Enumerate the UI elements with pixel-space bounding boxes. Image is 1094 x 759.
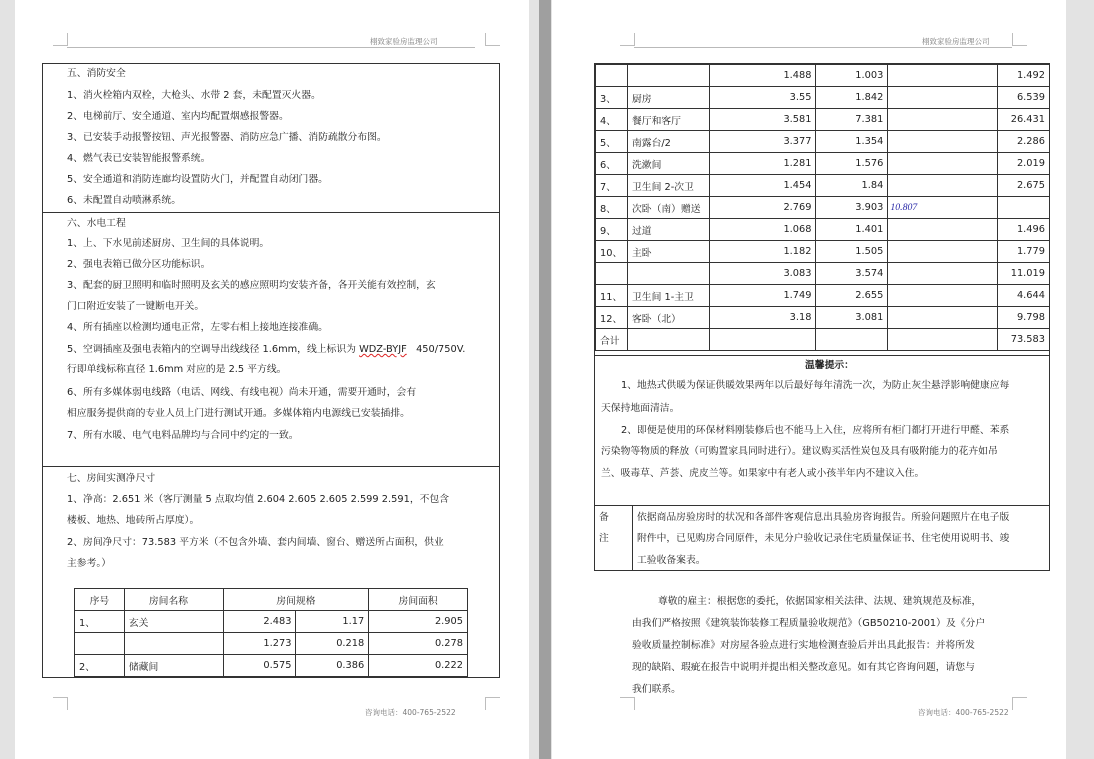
cell-length: 1.281: [709, 153, 816, 175]
crop-mark: [53, 33, 68, 46]
cell-area: 0.222: [369, 655, 468, 677]
crop-mark: [485, 697, 500, 710]
cell-name: [124, 633, 223, 655]
table-header: 序号: [75, 589, 125, 611]
cell-name: 次卧（南）赠送: [627, 197, 709, 219]
cell-no: [596, 65, 628, 87]
cell-width: 1.354: [816, 131, 888, 153]
cell-length: 1.273: [223, 633, 296, 655]
cell-no: [596, 263, 628, 285]
cell-note: [888, 131, 998, 153]
cell-name: 客卧（北）: [627, 307, 709, 329]
cell-no: 11、: [596, 285, 628, 307]
cell-width: 7.381: [816, 109, 888, 131]
section-divider: [43, 212, 499, 213]
water-item: 相应服务提供商的专业人员上门进行测试开通。多媒体箱内电源线已安装插排。: [67, 408, 410, 419]
cell-note: [888, 175, 998, 197]
cell-note: [888, 109, 998, 131]
crop-mark: [485, 33, 500, 46]
table-row: [596, 241, 1050, 263]
cell-area: 9.798: [998, 307, 1050, 329]
tips-line: 天保持地面清洁。: [601, 403, 680, 414]
cell-area: 2.019: [998, 153, 1050, 175]
cell-name: 储藏间: [124, 655, 223, 677]
room-area-line: 2、房间净尺寸：73.583 平方米（不包含外墙、套内间墙、窗台、赠送所占面积，供业: [67, 537, 444, 548]
cell-no: 3、: [596, 87, 628, 109]
water-item: 行即单线标称直径 1.6mm 对应的是 2.5 平方线。: [67, 364, 287, 375]
crop-mark: [620, 33, 635, 46]
cell-no: 5、: [596, 131, 628, 153]
fire-item: 2、电梯前厅、安全通道、室内均配置烟感报警器。: [67, 111, 289, 122]
cell-note: [888, 241, 998, 263]
cell-name: 卫生间 2-次卫: [627, 175, 709, 197]
room-height-line: 1、净高：2.651 米（客厅测量 5 点取均值 2.604 2.605 2.605 2.599 2.591，不包含: [67, 494, 450, 505]
table-row: [596, 329, 1050, 351]
section-divider: [43, 466, 499, 467]
crop-mark: [620, 697, 635, 710]
table-header: 房间规格: [223, 589, 369, 611]
closing-line: 由我们严格按照《建筑装饰装修工程质量验收规范》（GB50210-2001）及《分户: [632, 618, 986, 629]
cell-width: 1.842: [816, 87, 888, 109]
room-size-table-continued: [595, 64, 1050, 351]
wire-voltage: 450/750V.: [416, 344, 466, 355]
cell-width: 3.574: [816, 263, 888, 285]
cell-length: 1.488: [709, 65, 816, 87]
remark-line: 附件中，已见购房合同原件，未见分户验收记录住宅质量保证书、住宅使用说明书、竣: [637, 533, 1010, 544]
cell-no: 9、: [596, 219, 628, 241]
cell-length: 3.083: [709, 263, 816, 285]
cell-no: 8、: [596, 197, 628, 219]
page-header: 栩致家验房监理公司: [922, 37, 990, 46]
cell-width: 1.576: [816, 153, 888, 175]
cell-area: 73.583: [998, 329, 1050, 351]
cell-name: [627, 329, 709, 351]
table-row: [596, 153, 1050, 175]
wire-code: WDZ-BYJF: [359, 344, 407, 355]
cell-length: 1.454: [709, 175, 816, 197]
header-rule: [634, 47, 1012, 48]
page-gutter: [539, 0, 551, 759]
water-item: 1、上、下水见前述厨房、卫生间的具体说明。: [67, 238, 270, 249]
table-row: [596, 219, 1050, 241]
closing-line: 尊敬的雇主：根据您的委托，依据国家相关法律、法规、建筑规范及标准，: [658, 596, 982, 607]
water-item: 门口附近安装了一键断电开关。: [67, 301, 205, 312]
cell-note: [888, 307, 998, 329]
cell-name: 洗漱间: [627, 153, 709, 175]
table-row: [596, 131, 1050, 153]
cell-no: 合计: [596, 329, 628, 351]
cell-width: [816, 329, 888, 351]
tips-title: 温馨提示：: [805, 360, 854, 371]
water-item: 6、所有多媒体弱电线路（电话、网线、有线电视）尚未开通，需要开通时，会有: [67, 387, 417, 398]
fire-item: 1、消火栓箱内双栓，大枪头、水带 2 套，未配置灭火器。: [67, 90, 321, 101]
cell-length: 2.769: [709, 197, 816, 219]
room-height-line: 楼板、地热、地砖所占厚度）。: [67, 515, 200, 526]
cell-length: 3.55: [709, 87, 816, 109]
page-header: 栩致家验房监理公司: [370, 37, 438, 46]
cell-name: 卫生间 1-主卫: [627, 285, 709, 307]
cell-no: 7、: [596, 175, 628, 197]
cell-no: 10、: [596, 241, 628, 263]
cell-length: 1.182: [709, 241, 816, 263]
section-title-water: 六、水电工程: [67, 218, 126, 229]
cell-width: 1.17: [296, 611, 369, 633]
room-size-table: [74, 588, 468, 677]
cell-area: 2.675: [998, 175, 1050, 197]
tips-line: 2、即便是使用的环保材料刚装修后也不能马上入住，应将所有柜门都打开进行甲醛、苯系: [621, 425, 1010, 436]
cell-no: 2、: [75, 655, 125, 677]
fire-item: 4、燃气表已安装智能报警系统。: [67, 153, 211, 164]
cell-length: 3.581: [709, 109, 816, 131]
table-header: 房间名称: [124, 589, 223, 611]
cell-width: 1.505: [816, 241, 888, 263]
cell-note: [888, 263, 998, 285]
cell-name: 主卧: [627, 241, 709, 263]
cell-area: 4.644: [998, 285, 1050, 307]
cell-area: 2.286: [998, 131, 1050, 153]
document-page-left: [15, 0, 529, 759]
cell-note: [888, 65, 998, 87]
cell-name: [627, 263, 709, 285]
cell-note: [888, 329, 998, 351]
tips-line: 污染物等物质的释放（可购置家具同时进行）。建议购买活性炭包及具有吸附能力的花卉如吊: [601, 446, 998, 457]
cell-area: 6.539: [998, 87, 1050, 109]
remark-divider: [632, 505, 633, 571]
section-divider: [595, 355, 1049, 356]
cell-length: 1.749: [709, 285, 816, 307]
table-header-row: [75, 589, 468, 611]
closing-line: 我们联系。: [632, 684, 681, 695]
crop-mark: [1012, 697, 1027, 710]
cell-area: 11.019: [998, 263, 1050, 285]
closing-line: 验收质量控制标准》对房屋各验点进行实地检测查验后并出具此报告：并将所发: [632, 640, 975, 651]
cell-width: 1.003: [816, 65, 888, 87]
cell-area: 2.905: [369, 611, 468, 633]
content-frame: [42, 63, 500, 678]
fire-item: 5、安全通道和消防连廊均设置防火门，并配置自动闭门器。: [67, 174, 328, 185]
remark-line: 工验收备案表。: [637, 555, 706, 566]
cell-length: [709, 329, 816, 351]
crop-mark: [1012, 33, 1027, 46]
cell-no: 6、: [596, 153, 628, 175]
remark-label: 备: [599, 512, 609, 523]
document-page-right: [552, 0, 1066, 759]
water-item: 3、配套的厨卫照明和临时照明及玄关的感应照明均安装齐备，各开关能有效控制，玄: [67, 280, 436, 291]
cell-name: 玄关: [124, 611, 223, 633]
table-row: [596, 87, 1050, 109]
cell-name: [627, 65, 709, 87]
closing-line: 现的缺陷、瑕疵在报告中说明并提出相关整改意见。如有其它咨询问题，请您与: [632, 662, 975, 673]
table-row: [596, 109, 1050, 131]
fire-item: 6、未配置自动喷淋系统。: [67, 195, 181, 206]
table-row: [596, 65, 1050, 87]
cell-width: 1.84: [816, 175, 888, 197]
cell-length: 2.483: [223, 611, 296, 633]
cell-no: 1、: [75, 611, 125, 633]
room-area-line: 主参考。）: [67, 558, 112, 569]
cell-note: [888, 153, 998, 175]
cell-area: 1.779: [998, 241, 1050, 263]
page-footer: 咨询电话：400-765-2522: [365, 708, 456, 717]
cell-width: 3.081: [816, 307, 888, 329]
remark-line: 依据商品房验房时的状况和各部件客观信息出具验房咨询报告。所验问题照片在电子版: [637, 512, 1010, 523]
table-row: [596, 175, 1050, 197]
cell-width: 3.903: [816, 197, 888, 219]
water-item-text: 5、空调插座及强电表箱内的空调导出线线径 1.6mm，线上标识为: [67, 344, 356, 355]
cell-length: 3.377: [709, 131, 816, 153]
cell-no: [75, 633, 125, 655]
cell-note: [888, 219, 998, 241]
cell-name: 过道: [627, 219, 709, 241]
table-row: [596, 197, 1050, 219]
water-item: 7、所有水暖、电气电料品牌均与合同中约定的一致。: [67, 430, 299, 441]
cell-length: 1.068: [709, 219, 816, 241]
table-row: [596, 307, 1050, 329]
cell-name: 厨房: [627, 87, 709, 109]
cell-length: 0.575: [223, 655, 296, 677]
cell-note: 10.807: [888, 197, 998, 219]
cell-note: [888, 87, 998, 109]
page-footer: 咨询电话：400-765-2522: [918, 708, 1009, 717]
tips-line: 1、地热式供暖为保证供暖效果两年以后最好每年清洗一次，为防止灰尘悬浮影响健康应每: [621, 380, 1010, 391]
header-rule: [67, 47, 475, 48]
cell-name: 餐厅和客厅: [627, 109, 709, 131]
cell-area: 1.492: [998, 65, 1050, 87]
cell-name: 南露台/2: [627, 131, 709, 153]
section-title-fire: 五、消防安全: [67, 68, 126, 79]
cell-no: 12、: [596, 307, 628, 329]
cell-width: 0.386: [296, 655, 369, 677]
cell-width: 0.218: [296, 633, 369, 655]
table-row: [75, 633, 468, 655]
tips-line: 兰、吸毒草、芦荟、虎皮兰等。如果家中有老人或小孩半年内不建议入住。: [601, 468, 925, 479]
water-item-wire: [67, 343, 465, 357]
cell-length: 3.18: [709, 307, 816, 329]
table-row: [75, 655, 468, 677]
table-row: [596, 285, 1050, 307]
remark-label: 注: [599, 533, 609, 544]
table-header: 房间面积: [369, 589, 468, 611]
cell-no: 4、: [596, 109, 628, 131]
water-item: 4、所有插座以检测均通电正常，左零右相上接地连接准确。: [67, 322, 328, 333]
cell-area: 0.278: [369, 633, 468, 655]
cell-width: 2.655: [816, 285, 888, 307]
cell-area: 1.496: [998, 219, 1050, 241]
content-frame: [594, 63, 1050, 571]
section-title-room: 七、房间实测净尺寸: [67, 473, 156, 484]
water-item: 2、强电表箱已做分区功能标识。: [67, 259, 211, 270]
cell-area: [998, 197, 1050, 219]
cell-width: 1.401: [816, 219, 888, 241]
table-row: [596, 263, 1050, 285]
fire-item: 3、已安装手动报警按钮、声光报警器、消防应急广播、消防疏散分布图。: [67, 132, 387, 143]
table-row: [75, 611, 468, 633]
cell-area: 26.431: [998, 109, 1050, 131]
section-divider: [595, 505, 1049, 506]
cell-note: [888, 285, 998, 307]
crop-mark: [53, 697, 68, 710]
